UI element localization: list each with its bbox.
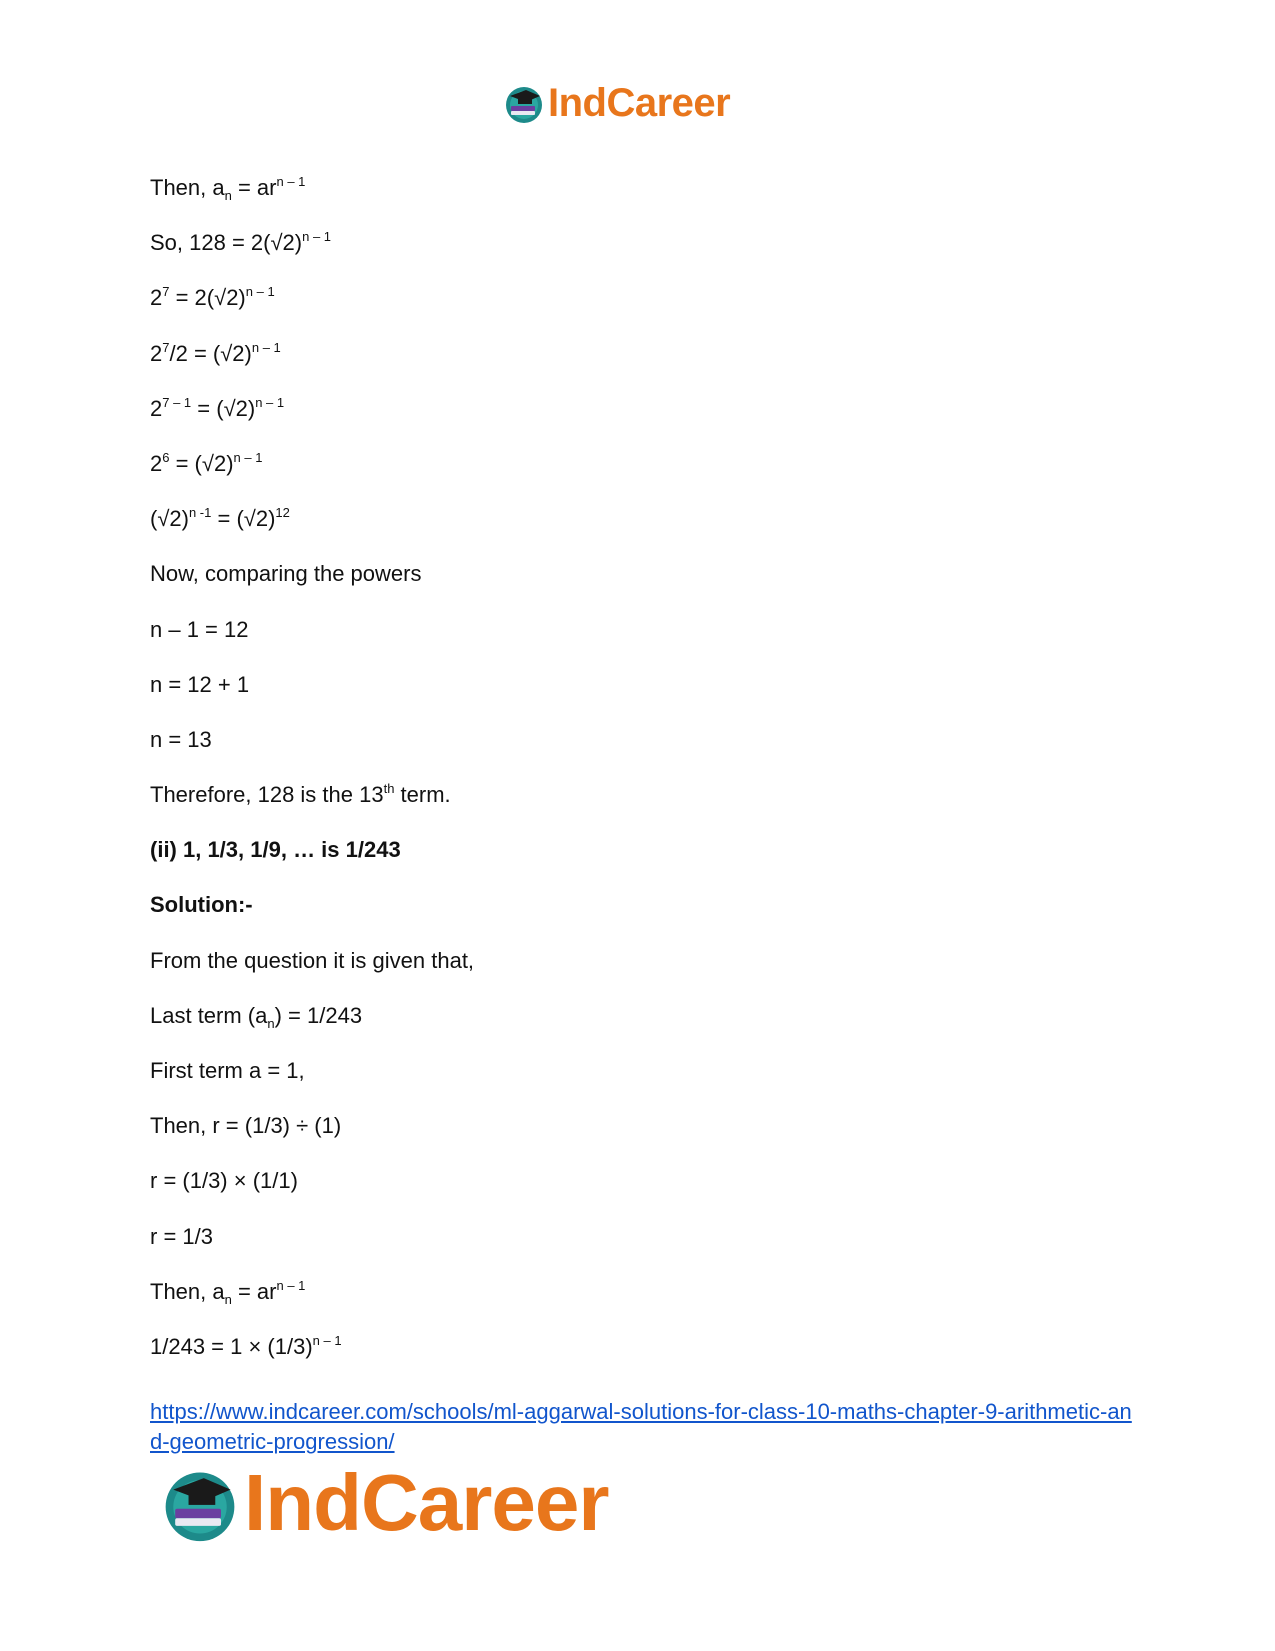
brand-wordmark: IndCareer bbox=[244, 1458, 609, 1547]
text-line: Solution:- bbox=[150, 892, 253, 918]
text-line: Therefore, 128 is the 13th term. bbox=[150, 781, 451, 808]
graduation-book-icon bbox=[502, 81, 546, 125]
text-line: n = 12 + 1 bbox=[150, 671, 250, 697]
superscript: n – 1 bbox=[233, 449, 263, 465]
brand-wordmark: IndCareer bbox=[548, 81, 731, 125]
text-line: n = 13 bbox=[150, 726, 212, 752]
superscript: 7 bbox=[162, 284, 170, 300]
text-line: r = 1/3 bbox=[150, 1223, 213, 1249]
footer-logo bbox=[158, 1460, 608, 1546]
text-line: From the question it is given that, bbox=[150, 947, 475, 973]
text-line: $2^7/2 = (√2)^{n - 1}$ bbox=[150, 339, 281, 366]
superscript: n – 1 bbox=[255, 394, 285, 410]
text-line: Then, r = (1/3) ÷ (1) bbox=[150, 1113, 342, 1139]
document-body bbox=[150, 175, 1130, 1389]
subscript: n bbox=[267, 1015, 275, 1031]
text-line: Last term $(a_n) = 1/243$ bbox=[150, 1002, 363, 1031]
text-line: n – 1 = 12 bbox=[150, 616, 249, 642]
superscript: n – 1 bbox=[302, 229, 332, 245]
text-line: (ii) 1, 1/3, 1/9, … is 1/243 bbox=[150, 837, 401, 863]
superscript: n – 1 bbox=[251, 339, 281, 355]
superscript: n – 1 bbox=[245, 284, 275, 300]
superscript: n – 1 bbox=[276, 174, 306, 189]
text-line: r = (1/3) × (1/1) bbox=[150, 1168, 298, 1194]
superscript: n – 1 bbox=[276, 1277, 306, 1293]
superscript: 7 – 1 bbox=[162, 394, 192, 410]
header-logo bbox=[502, 80, 730, 126]
source-link[interactable]: https://www.indcareer.com/schools/ml-aggarwal-solutions-for-class-10-maths-chapter-9-arithmetic-and-geometric-progression/ bbox=[150, 1399, 1132, 1454]
superscript: th bbox=[383, 781, 395, 797]
superscript: 7 bbox=[162, 339, 170, 355]
text-line: $2^{7 - 1} = (√2)^{n - 1}$ bbox=[150, 394, 285, 421]
text-line: $2^6 = (√2)^{n - 1}$ bbox=[150, 449, 263, 476]
text-line: Then, $a_n = ar^{n - 1}$ bbox=[150, 1277, 306, 1307]
superscript: 6 bbox=[162, 449, 170, 465]
text-line: $(√2)^{n -1} = (√2)^{12}$ bbox=[150, 505, 290, 532]
superscript: 12 bbox=[275, 505, 290, 521]
graduation-book-icon bbox=[158, 1461, 242, 1545]
superscript: n -1 bbox=[188, 505, 212, 521]
text-line: First term a = 1, bbox=[150, 1058, 305, 1083]
text-line: $1/243 = 1 \times (1/3)^{n - 1}$ bbox=[150, 1332, 342, 1359]
text-line: Now, comparing the powers bbox=[150, 561, 422, 587]
subscript: n bbox=[224, 188, 232, 203]
text-line: So, $128 = 2(√2)^{n - 1}$ bbox=[150, 229, 332, 256]
superscript: n – 1 bbox=[312, 1332, 342, 1348]
subscript: n bbox=[224, 1291, 232, 1307]
text-line: Then, $a_n = ar^{n - 1}$ bbox=[150, 174, 306, 203]
text-line: $2^7 = 2(√2)^{n - 1}$ bbox=[150, 284, 275, 311]
